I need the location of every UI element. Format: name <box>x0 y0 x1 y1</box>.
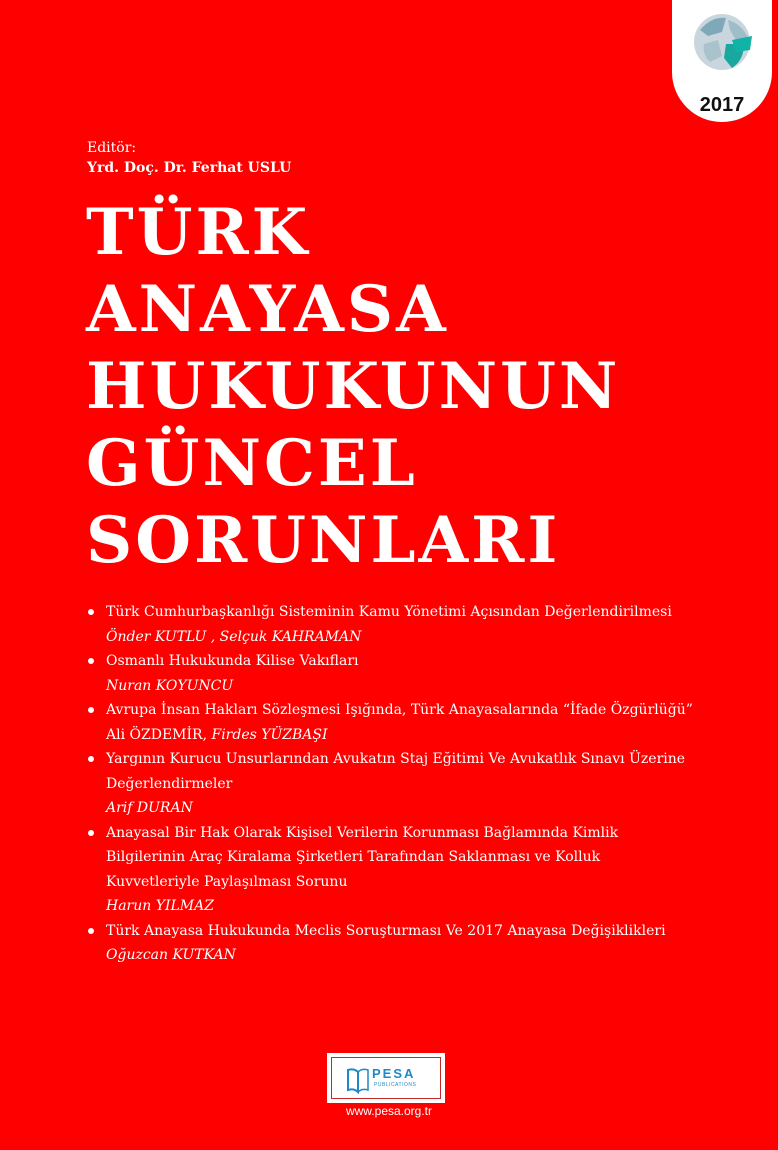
publisher-logo <box>327 1053 445 1103</box>
chapter-list <box>86 600 693 968</box>
editor-label: Editör: <box>87 140 137 156</box>
author-separator: , <box>202 726 212 743</box>
chapter-item <box>86 600 686 649</box>
publisher-name: PESA <box>372 1066 416 1081</box>
chapter-authors <box>106 674 686 699</box>
author: Arif DURAN <box>106 800 193 816</box>
author: Önder KUTLU <box>106 628 207 645</box>
chapter-title: Kuvvetleriyle Paylaşılması Sorunu <box>106 873 348 890</box>
title-line: HUKUKUNUN <box>86 349 621 424</box>
chapter-title: Anayasal Bir Hak Olarak Kişisel Verilerin Korunması Bağlamında Kimlik <box>106 824 619 841</box>
chapter-item <box>86 919 686 968</box>
chapter-authors <box>106 723 686 748</box>
year-label: 2017 <box>699 94 745 116</box>
publisher-url: www.pesa.org.tr <box>345 1104 433 1118</box>
author: Firdes YÜZBAŞI <box>211 726 328 743</box>
chapter-item <box>86 649 686 698</box>
title-line: ANAYASA <box>86 272 449 347</box>
chapter-title: Yargının Kurucu Unsurlarından Avukatın Staj Eğitimi Ve Avukatlık Sınavı Üzerine <box>106 751 686 767</box>
year-badge <box>672 0 772 122</box>
title-line: TÜRK <box>86 195 311 270</box>
chapter-authors <box>106 943 686 968</box>
chapter-title: Türk Cumhurbaşkanlığı Sisteminin Kamu Yönetimi Açısından Değerlendirilmesi <box>106 604 672 620</box>
chapter-authors <box>106 796 686 821</box>
chapter-title: Osmanlı Hukukunda Kilise Vakıfları <box>106 653 359 669</box>
chapter-title: Türk Anayasa Hukukunda Meclis Soruşturması Ve 2017 Anayasa Değişiklikleri <box>106 922 666 939</box>
chapter-item <box>86 698 693 747</box>
title-line: GÜNCEL <box>86 426 418 501</box>
chapter-item <box>86 747 686 821</box>
author-separator: , <box>206 628 220 645</box>
author: Ali ÖZDEMİR <box>106 726 203 743</box>
book-title <box>86 194 620 579</box>
title-line: SORUNLARI <box>86 503 561 578</box>
editor-name: Yrd. Doç. Dr. Ferhat USLU <box>87 160 292 176</box>
chapter-item <box>86 821 686 919</box>
globe-puzzle-icon <box>692 10 752 76</box>
author: Selçuk KAHRAMAN <box>219 628 362 645</box>
publisher-subtitle: PUBLICATIONS <box>374 1082 417 1088</box>
chapter-title: Bilgilerinin Araç Kiralama Şirketleri Tarafından Saklanması ve Kolluk <box>106 849 601 865</box>
chapter-authors <box>106 625 686 650</box>
publisher-logo-frame <box>331 1057 441 1099</box>
author: Harun YILMAZ <box>106 898 214 914</box>
chapter-authors <box>106 894 686 919</box>
author: Oğuzcan KUTKAN <box>106 947 236 963</box>
author: Nuran KOYUNCU <box>106 677 234 694</box>
open-book-icon <box>344 1064 372 1094</box>
chapter-title: Avrupa İnsan Hakları Sözleşmesi Işığında, Türk Anayasalarında “İfade Özgürlüğü” <box>106 702 693 718</box>
chapter-title: Değerlendirmeler <box>106 775 233 792</box>
